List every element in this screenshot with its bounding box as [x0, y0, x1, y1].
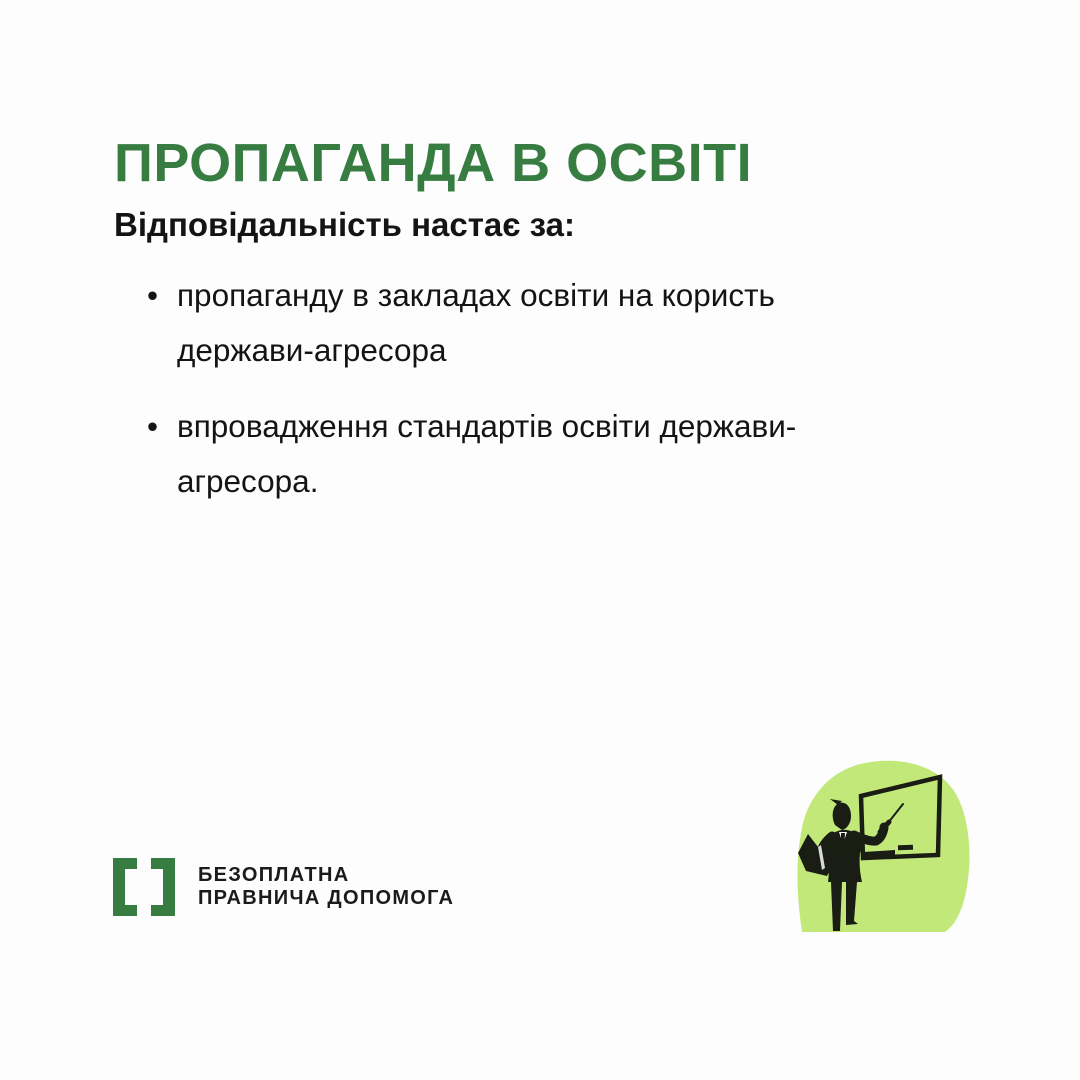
- legal-aid-logo: [113, 858, 454, 916]
- logo-text-line1: БЕЗОПЛАТНА: [198, 864, 350, 886]
- teacher-blackboard-illustration: [794, 758, 970, 936]
- lead-text: Відповідальність настає за:: [114, 206, 575, 243]
- logo-text: [198, 864, 454, 910]
- list-item: • пропаганду в закладах освіти на користь держави-агресора: [147, 268, 892, 378]
- brackets-logo-icon: [113, 858, 175, 916]
- left-bracket-icon: [113, 858, 137, 916]
- bullet-list: [147, 268, 892, 530]
- list-item: • впровадження стандартів освіти держави-агресора.: [147, 399, 892, 509]
- logo-text-line2: ПРАВНИЧА ДОПОМОГА: [198, 887, 455, 909]
- page-title: ПРОПАГАНДА В ОСВІТІ: [114, 133, 753, 194]
- teacher-blackboard-icon: [794, 758, 970, 936]
- right-bracket-icon: [151, 858, 175, 916]
